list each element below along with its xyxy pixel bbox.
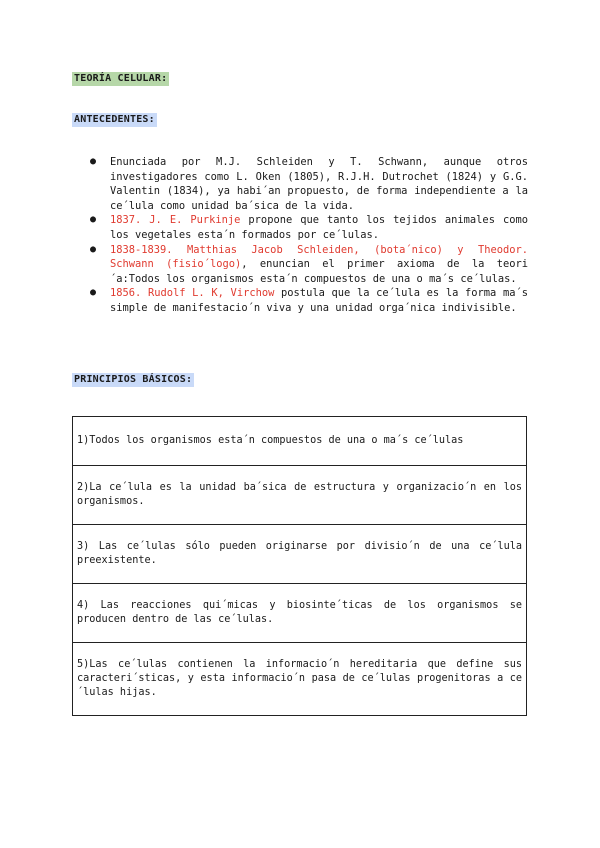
- item-text: Enunciada por M.J. Schleiden y T. Schwann, aunque otros investigadores como L. Oken (1805), R.J.H. Dutrochet (1824) y G.G. Valentin (1834), ya habi´an propuesto, de forma independiente a la ce´lula como unidad ba´sica de la vida.: [110, 156, 528, 212]
- item-highlight: 1837. J. E. Purkinje: [110, 214, 241, 227]
- item-text: postula que la ce´lula es la forma ma´s simple de manifestacio´n viva y una unidad orga´nica indivisible.: [110, 287, 528, 314]
- bullet-icon: ●: [90, 287, 97, 299]
- item-highlight: 1856. Rudolf L. K, Virchow: [110, 287, 275, 300]
- item-highlight: 1838-1839. Matthias Jacob Schleiden, (bota´nico) y Theodor. Schwann (fisio´logo): [110, 243, 528, 271]
- bullet-icon: ●: [90, 214, 97, 226]
- list-item: [90, 155, 528, 213]
- list-item: [90, 243, 528, 287]
- principle-cell: 4) Las reacciones qui´micas y biosinte´ticas de los organismos se producen dentro de las ce´lulas.: [73, 584, 527, 643]
- table-row: [73, 525, 527, 584]
- principle-cell: 3) Las ce´lulas sólo pueden originarse por divisio´n de una ce´lula preexistente.: [73, 525, 527, 584]
- bullet-icon: ●: [90, 243, 97, 255]
- item-text: , enuncian el primer axioma de la teori´a:Todos los organismos esta´n compuestos de una o ma´s ce´lulas.: [110, 258, 528, 285]
- principle-cell: 5)Las ce´lulas contienen la informacio´n hereditaria que define sus caracteri´sticas, y esta informacio´n pasa de ce´lulas progenitoras a ce´lulas hijas.: [73, 643, 527, 716]
- bullet-icon: ●: [90, 156, 97, 167]
- table-row: [73, 643, 527, 716]
- heading-antecedentes: ANTECEDENTES:: [74, 114, 155, 125]
- table-row: [73, 417, 527, 466]
- principle-cell: 2)La ce´lula es la unidad ba´sica de estructura y organizacio´n en los organismos.: [73, 466, 527, 525]
- principios-table: [72, 416, 527, 716]
- title-teoria-celular: TEORÍA CELULAR:: [74, 73, 168, 84]
- heading-principios-basicos: PRINCIPIOS BÁSICOS:: [74, 374, 193, 385]
- list-item: [90, 213, 528, 242]
- principle-cell: 1)Todos los organismos esta´n compuestos de una o ma´s ce´lulas: [73, 417, 527, 466]
- list-item: [90, 286, 528, 315]
- table-row: [73, 466, 527, 525]
- antecedentes-list: [90, 155, 528, 316]
- table-row: [73, 584, 527, 643]
- item-text: propone que tanto los tejidos animales como los vegetales esta´n formados por ce´lulas.: [110, 214, 528, 241]
